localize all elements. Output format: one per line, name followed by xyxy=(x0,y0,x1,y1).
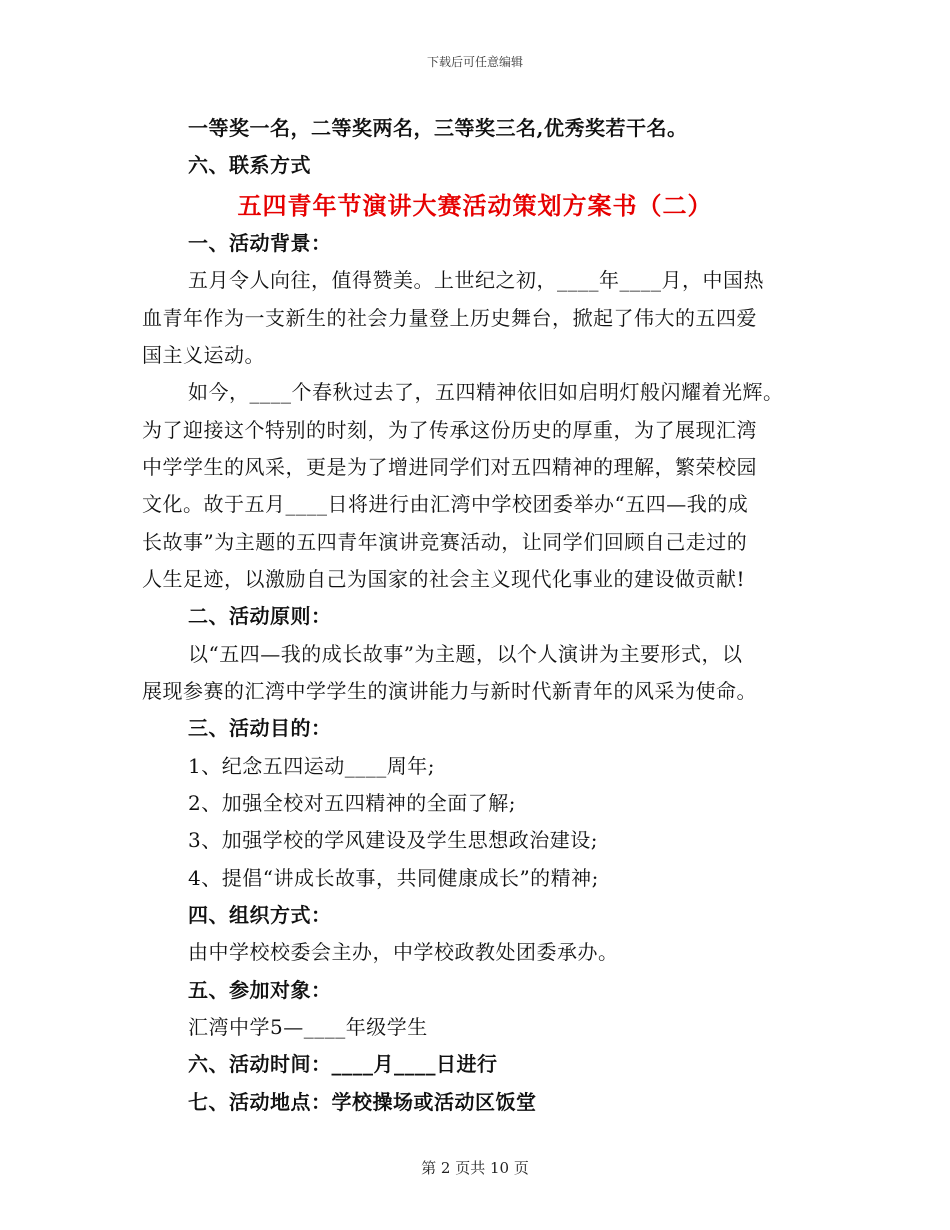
section-location-heading: 七、活动地点：学校操场或活动区饭堂 xyxy=(188,1090,537,1114)
list-item: 1、纪念五四运动____周年; xyxy=(188,754,435,778)
paragraph-line: 由中学校校委会主办，中学校政教处团委承办。 xyxy=(188,940,619,964)
paragraph-line: 人生足迹，以激励自己为国家的社会主义现代化事业的建设做贡献! xyxy=(142,567,746,591)
section-principle-heading: 二、活动原则： xyxy=(188,604,332,628)
awards-line: 一等奖一名，二等奖两名，三等奖三名,优秀奖若干名。 xyxy=(188,116,688,140)
paragraph-line: 国主义运动。 xyxy=(142,343,265,367)
document-title: 五四青年节演讲大赛活动策划方案书（二） xyxy=(237,191,713,220)
section-participants-heading: 五、参加对象： xyxy=(188,978,332,1002)
section-purpose-heading: 三、活动目的： xyxy=(188,716,332,740)
paragraph-line: 汇湾中学5—____年级学生 xyxy=(188,1015,428,1039)
paragraph-line: 为了迎接这个特别的时刻，为了传承这份历史的厚重，为了展现汇湾 xyxy=(142,418,757,442)
paragraph-line: 如今，____个春秋过去了，五四精神依旧如启明灯般闪耀着光辉。 xyxy=(188,380,784,404)
paragraph-line: 展现参赛的汇湾中学学生的演讲能力与新时代新青年的风采为使命。 xyxy=(142,679,757,703)
paragraph-line: 以“五四—我的成长故事”为主题，以个人演讲为主要形式，以 xyxy=(188,642,743,666)
paragraph-line: 中学学生的风采，更是为了增进同学们对五四精神的理解，繁荣校园 xyxy=(142,455,757,479)
list-item: 2、加强全校对五四精神的全面了解; xyxy=(188,791,516,815)
paragraph-line: 五月令人向往，值得赞美。上世纪之初，____年____月，中国热 xyxy=(188,268,764,292)
page-footer: 第 2 页共 10 页 xyxy=(421,1159,529,1177)
section-background-heading: 一、活动背景： xyxy=(188,231,332,255)
list-item: 3、加强学校的学风建设及学生思想政治建设; xyxy=(188,828,598,852)
paragraph-line: 长故事”为主题的五四青年演讲竞赛活动，让同学们回顾自己走过的 xyxy=(142,530,748,554)
section-time-heading: 六、活动时间：____月____日进行 xyxy=(188,1052,498,1076)
page-header: 下载后可任意编辑 xyxy=(426,55,523,69)
list-item: 4、提倡“讲成长故事，共同健康成长”的精神; xyxy=(188,866,599,890)
section-organization-heading: 四、组织方式： xyxy=(188,903,332,927)
section-contact-heading: 六、联系方式 xyxy=(188,153,311,177)
paragraph-line: 血青年作为一支新生的社会力量登上历史舞台，掀起了伟大的五四爱 xyxy=(142,306,757,330)
paragraph-line: 文化。故于五月____日将进行由汇湾中学校团委举办“五四—我的成 xyxy=(142,492,749,516)
